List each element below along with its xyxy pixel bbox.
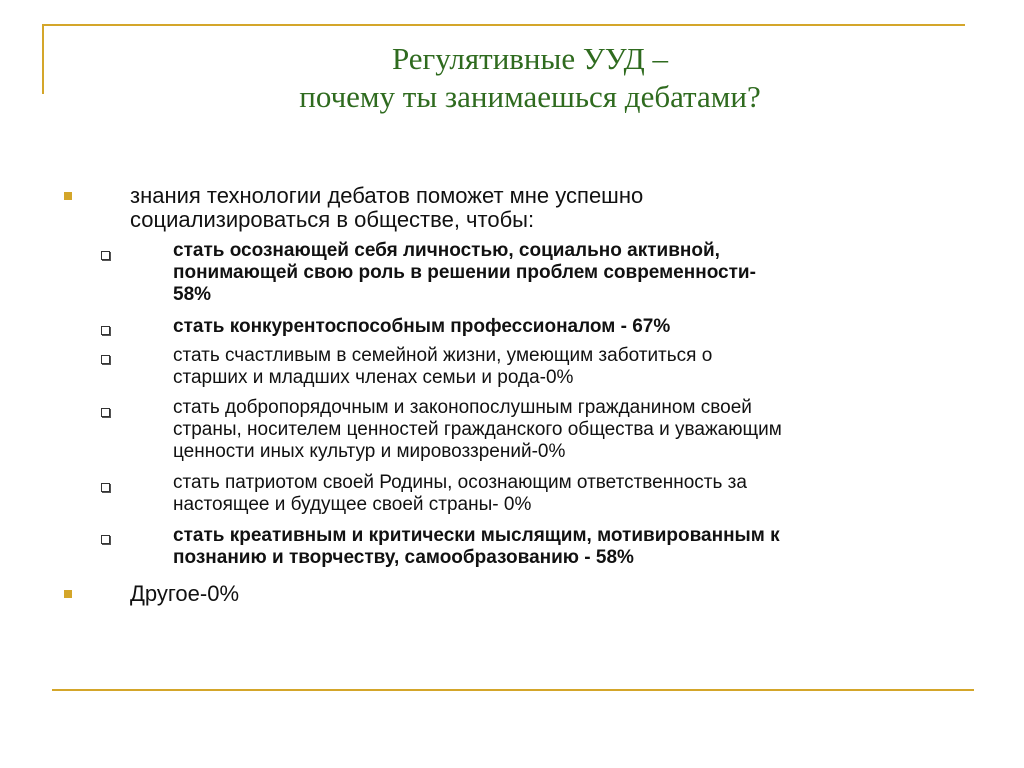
text-line: Другое-0% bbox=[130, 581, 240, 606]
hollow-square-bullet-icon bbox=[101, 355, 110, 364]
text-line: стать добропорядочным и законопослушным гражданином своей bbox=[173, 397, 752, 418]
list-item-sub-6 bbox=[173, 525, 973, 569]
hollow-square-bullet-icon bbox=[101, 408, 110, 417]
list-item-sub-2 bbox=[173, 316, 973, 338]
list-item-sub-3 bbox=[173, 345, 973, 389]
list-item-sub-5 bbox=[173, 472, 973, 516]
square-bullet-icon bbox=[64, 192, 72, 200]
text-line: стать креативным и критически мыслящим, мотивированным к bbox=[173, 525, 780, 546]
title-line-1: Регулятивные УУД – bbox=[391, 41, 669, 76]
text-line: ценности иных культур и мировоззрений-0% bbox=[173, 441, 566, 462]
text-line: стать патриотом своей Родины, осознающим ответственность за bbox=[173, 472, 747, 493]
text-line: знания технологии дебатов поможет мне успешно bbox=[130, 183, 644, 208]
text-line: страны, носителем ценностей гражданского общества и уважающим bbox=[173, 419, 782, 440]
text-line: стать счастливым в семейной жизни, умеющим заботиться о bbox=[173, 345, 713, 366]
list-item-sub-1 bbox=[173, 240, 973, 306]
hollow-square-bullet-icon bbox=[101, 251, 110, 260]
list-item-sub-4 bbox=[173, 397, 973, 463]
list-item-main-1 bbox=[130, 184, 643, 232]
hollow-square-bullet-icon bbox=[101, 483, 110, 492]
text-line: стать осознающей себя личностью, социально активной, bbox=[173, 240, 720, 261]
list-item-main-2 bbox=[130, 582, 239, 606]
text-line: старших и младших членах семьи и рода-0% bbox=[173, 367, 574, 388]
text-line: 58% bbox=[173, 284, 212, 305]
hollow-square-bullet-icon bbox=[101, 535, 110, 544]
text-line: познанию и творчеству, самообразованию - 58% bbox=[173, 547, 634, 568]
text-line: стать конкурентоспособным профессионалом - 67% bbox=[173, 316, 671, 337]
text-line: понимающей свою роль в решении проблем современности- bbox=[173, 262, 756, 283]
text-line: настоящее и будущее своей страны- 0% bbox=[173, 494, 532, 515]
text-line: социализироваться в обществе, чтобы: bbox=[130, 207, 535, 232]
title-line-2: почему ты занимаешься дебатами? bbox=[299, 79, 761, 114]
square-bullet-icon bbox=[64, 590, 72, 598]
hollow-square-bullet-icon bbox=[101, 326, 110, 335]
